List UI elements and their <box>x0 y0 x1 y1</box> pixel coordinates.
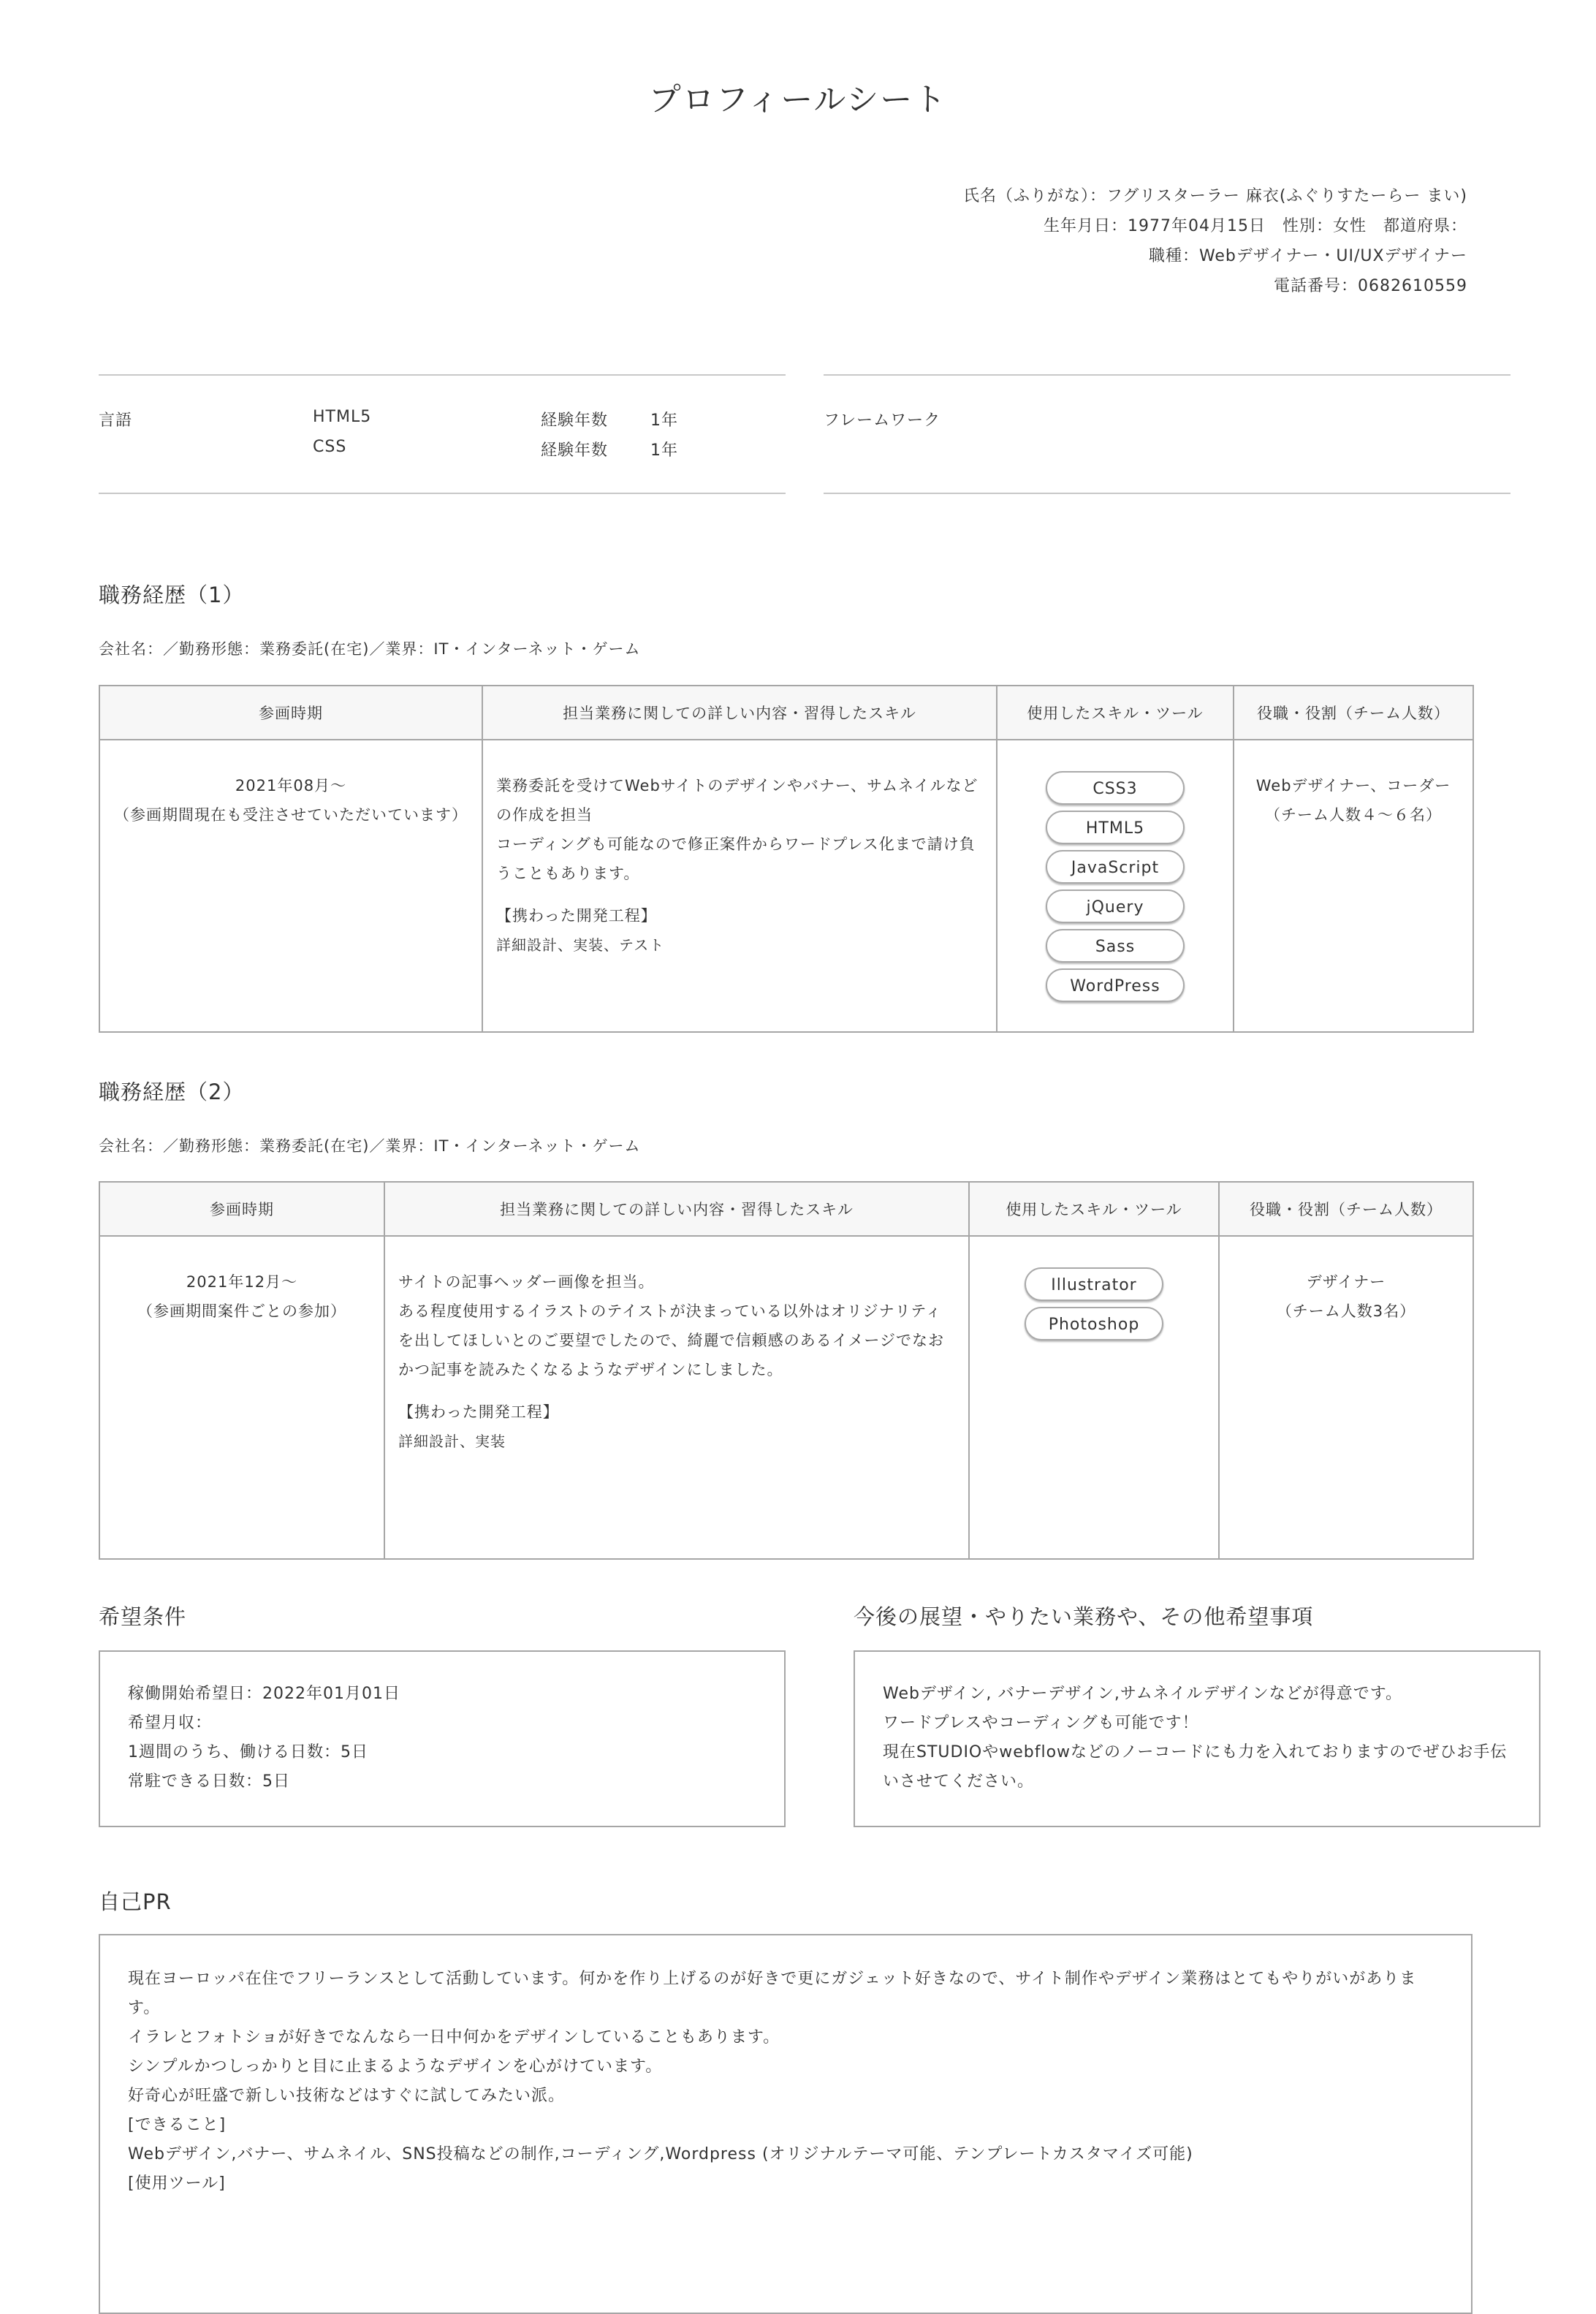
job1-company: 会社名：／勤務形態：業務委託(在宅)／業界：IT・インターネット・ゲーム <box>99 640 641 658</box>
tool-tag: JavaScript <box>1046 850 1185 884</box>
years-label: 経験年数 <box>541 411 609 430</box>
role-cell <box>1219 1236 1473 1559</box>
future-line: ワードプレスやコーディングも可能です！ <box>883 1714 1199 1732</box>
future-heading: 今後の展望・やりたい業務や、その他希望事項 <box>854 1604 1314 1629</box>
team-size: （チーム人数４〜６名） <box>1265 806 1442 824</box>
process-title: 【携わった開発工程】 <box>496 907 657 925</box>
description-cell <box>384 1236 969 1559</box>
tool-tag: CSS3 <box>1046 771 1185 805</box>
tool-tag: Photoshop <box>1025 1307 1163 1340</box>
tool-tag: WordPress <box>1046 968 1185 1002</box>
pr-line: 現在ヨーロッパ在住でフリーランスとして活動しています。何かを作り上げるのが好きで更にガジェット好きなので、サイト制作やデザイン業務はとてもやりがいがあります。 <box>128 1970 1417 2017</box>
conditions-box <box>99 1650 786 1827</box>
tool-tag: Sass <box>1046 929 1185 963</box>
condition-line: 希望月収： <box>128 1714 213 1732</box>
description-cell <box>482 740 997 1032</box>
table-header-row <box>99 686 1473 740</box>
team-size: （チーム人数3名） <box>1276 1302 1416 1320</box>
job-line: 職種：Webデザイナー・UI/UXデザイナー <box>1148 247 1467 265</box>
table-row <box>99 740 1473 1032</box>
name-line: 氏名（ふりがな）：フグリスターラー 麻衣(ふぐりすたーらー まい) <box>962 187 1467 205</box>
role: デザイナー <box>1306 1273 1386 1291</box>
header-role: 役職・役割（チーム人数） <box>1219 1182 1473 1236</box>
period-cell <box>99 740 482 1032</box>
divider <box>99 493 786 494</box>
tool-tag: Illustrator <box>1025 1267 1163 1301</box>
job1-heading: 職務経歴（1） <box>99 583 245 607</box>
conditions-heading: 希望条件 <box>99 1604 187 1629</box>
future-line: 現在STUDIOやwebflowなどのノーコードにも力を入れておりますのでぜひお手伝いさせてください。 <box>883 1743 1508 1791</box>
future-line: Webデザイン, バナーデザイン,サムネイルデザインなどが得意です。 <box>883 1685 1403 1703</box>
job2-table <box>99 1181 1474 1560</box>
period: 2021年12月〜 <box>186 1273 298 1291</box>
language-name: HTML5 <box>313 408 372 426</box>
divider <box>824 493 1510 494</box>
language-name: CSS <box>313 438 347 456</box>
pr-box <box>99 1934 1472 2314</box>
role: Webデザイナー、コーダー <box>1255 777 1451 794</box>
description: サイトの記事ヘッダー画像を担当。 ある程度使用するイラストのテイストが決まっている以外はオリジナリティを出してほしいとのご要望でしたので、綺麗で信頼感のあるイメージでなおかつ記事を読みたくなるようなデザインにしました。 <box>398 1273 944 1378</box>
condition-line: 常駐できる日数：5日 <box>128 1772 290 1791</box>
header-tools: 使用したスキル・ツール <box>969 1182 1219 1236</box>
years-label: 経験年数 <box>541 441 609 460</box>
job1-table <box>99 685 1474 1033</box>
job2-heading: 職務経歴（2） <box>99 1080 245 1104</box>
divider <box>99 374 786 376</box>
tool-tag: jQuery <box>1046 889 1185 923</box>
years-value: 1年 <box>650 411 678 430</box>
header-period: 参画時期 <box>99 1182 384 1236</box>
pr-line: Webデザイン,バナー、サムネイル、SNS投稿などの制作,コーディング,Wordpress (オリジナルテーマ可能、テンプレートカスタマイズ可能) <box>128 2145 1193 2163</box>
tool-tag: HTML5 <box>1046 811 1185 844</box>
description: 業務委託を受けてWebサイトのデザインやバナー、サムネイルなどの作成を担当 コーディングも可能なので修正案件からワードプレス化まで請け負うこともあります。 <box>496 777 978 882</box>
profile-block <box>963 181 1467 301</box>
period: 2021年08月〜 <box>235 777 347 794</box>
header-period: 参画時期 <box>99 686 482 740</box>
pr-line: [使用ツール] <box>128 2174 226 2193</box>
pr-line: シンプルかつしっかりと目に止まるようなデザインを心がけています。 <box>128 2057 663 2076</box>
page-title: プロフィールシート <box>648 81 948 118</box>
header-tools: 使用したスキル・ツール <box>997 686 1234 740</box>
tools-cell <box>969 1236 1219 1559</box>
pr-line: [できること] <box>128 2116 227 2134</box>
header-description: 担当業務に関しての詳しい内容・習得したスキル <box>384 1182 969 1236</box>
pr-line: イラレとフォトショが好きでなんなら一日中何かをデザインしていることもあります。 <box>128 2028 780 2046</box>
years-value: 1年 <box>650 441 678 460</box>
table-row <box>99 1236 1473 1559</box>
condition-line: 稼働開始希望日：2022年01月01日 <box>128 1685 400 1703</box>
future-box <box>854 1650 1540 1827</box>
language-label: 言語 <box>99 411 133 430</box>
birth-line: 生年月日：1977年04月15日 性別：女性 都道府県： <box>1044 217 1467 235</box>
condition-line: 1週間のうち、働ける日数：5日 <box>128 1743 368 1761</box>
process: 詳細設計、実装、テスト <box>496 936 665 954</box>
phone-line: 電話番号：0682610559 <box>1274 277 1467 295</box>
divider <box>824 374 1510 376</box>
period-cell <box>99 1236 384 1559</box>
table-header-row <box>99 1182 1473 1236</box>
pr-line: 好奇心が旺盛で新しい技術などはすぐに試してみたい派。 <box>128 2087 566 2105</box>
period-note: （参画期間現在も受注させていただいています） <box>114 806 468 824</box>
job2-company: 会社名：／勤務形態：業務委託(在宅)／業界：IT・インターネット・ゲーム <box>99 1137 641 1155</box>
framework-label: フレームワーク <box>824 411 941 430</box>
role-cell <box>1234 740 1473 1032</box>
pr-heading: 自己PR <box>99 1889 172 1914</box>
period-note: （参画期間案件ごとの参加） <box>137 1302 346 1320</box>
process-title: 【携わった開発工程】 <box>398 1403 559 1421</box>
header-description: 担当業務に関しての詳しい内容・習得したスキル <box>482 686 997 740</box>
process: 詳細設計、実装 <box>398 1433 506 1450</box>
header-role: 役職・役割（チーム人数） <box>1234 686 1473 740</box>
tools-cell <box>997 740 1234 1032</box>
